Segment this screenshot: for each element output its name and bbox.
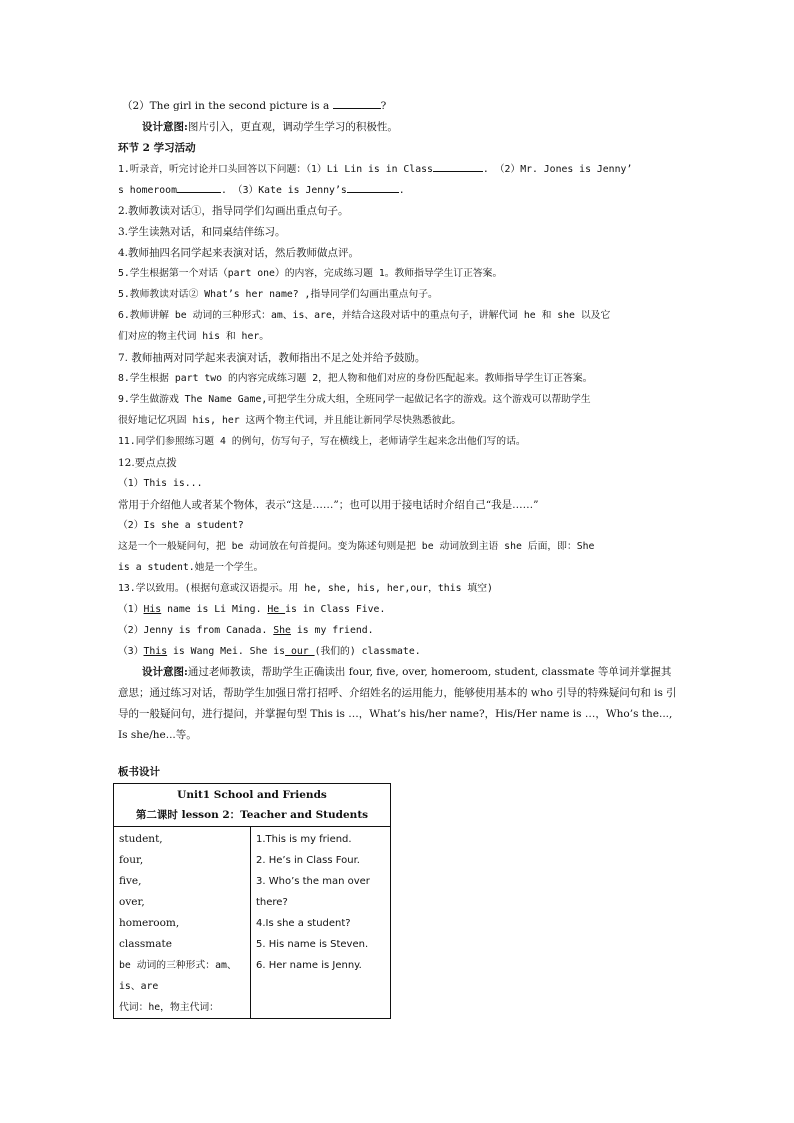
exercise-text: (我们的) classmate. (314, 646, 421, 657)
design-intent-text: 图片引入，更直观，调动学生学习的积极性。 (187, 121, 398, 133)
answer-blank (433, 159, 483, 172)
board-vocab-cell (114, 827, 251, 1019)
board-vocab-item: over, (119, 896, 145, 908)
board-vocab-item: be 动词的三种形式：am、 (119, 960, 237, 971)
section-heading: 环节 2 学习活动 (118, 142, 196, 154)
step-2: 2.教师教读对话①，指导同学们勾画出重点句子。 (118, 205, 349, 217)
step-7: 7. 教师抽两对同学起来表演对话，教师指出不足之处并给予鼓励。 (118, 352, 426, 364)
design-intent-2 (118, 662, 678, 746)
board-vocab-item: four, (119, 854, 144, 866)
board-vocab-item: is、are (119, 981, 159, 992)
answer-blank (347, 180, 399, 193)
board-sentence: 1.This is my friend. (256, 834, 352, 845)
board-sentence: 2. He’s in Class Four. (256, 855, 360, 866)
point-2-desc-a: 这是一个一般疑问句，把 be 动词放在句首提问。变为陈述句则是把 be 动词放到主语 she 后面，即：She (118, 541, 595, 552)
step-8: 8.学生根据 part two 的内容完成练习题 2，把人物和他们对应的身份匹配起来。教师指导学生订正答案。 (118, 373, 593, 384)
exercise-text: is Wang Mei. She is (167, 646, 286, 657)
answer-blank (177, 180, 221, 193)
board-vocab-item: 代词：he，物主代词： (119, 1002, 219, 1013)
point-2-desc-b: is a student.她是一个学生。 (118, 562, 264, 573)
board-sentence: there? (256, 897, 288, 908)
design-intent-text: 通过老师教读，帮助学生正确读出 four, five, over, homeroom, student, classmate 等单词并掌握其意思；通过练习对话，帮助学生加强日常打招呼、介绍姓名的运用能力，能够使用基本的 who 引导的特殊疑问句和 is 引导的一般疑问句，进行提问，并掌握句型 This is …，What’s his/her name?，His/Her name is …，Who’s the..., Is she/he...等。 (118, 666, 677, 741)
exercise-text: name is Li Ming. (161, 604, 268, 615)
step-6-line-b: 们对应的物主代词 his 和 her。 (118, 331, 270, 342)
step-1-text-d: . （3）Kate is Jenny’s (220, 185, 347, 196)
board-sentence: 4.Is she a student? (256, 918, 351, 929)
step-1-text-a: 1.听录音，听完讨论并口头回答以下问题：（1）Li Lin is in Class (118, 164, 433, 175)
point-1: （1）This is... (118, 478, 203, 489)
design-intent-label: 设计意图: (142, 121, 188, 133)
step-9-line-a: 9.学生做游戏 The Name Game,可把学生分成大组，全班同学一起做记名字的游戏。这个游戏可以帮助学生 (118, 394, 591, 405)
board-sentence-cell (251, 827, 391, 1019)
step-6-line-a: 6.教师讲解 be 动词的三种形式：am、is、are，并结合这段对话中的重点句子，讲解代词 he 和 she 以及它 (118, 310, 611, 321)
step-1-text-b: . （2）Mr. Jones is Jenny’ (482, 164, 633, 175)
exercise-2 (118, 621, 678, 641)
board-sentence: 6. Her name is Jenny. (256, 960, 362, 971)
exercise-text: is in Class Five. (285, 604, 386, 615)
board-design-table (113, 783, 391, 1019)
exercise-1 (118, 600, 678, 620)
question-2-end: ? (380, 100, 387, 112)
board-sentence: 3. Who’s the man over (256, 876, 370, 887)
step-9-line-b: 很好地记忆巩固 his, her 这两个物主代词，并且能让新同学尽快熟悉彼此。 (118, 415, 462, 426)
exercise-prefix: （3） (118, 646, 144, 657)
exercise-answer: our (285, 646, 315, 657)
exercise-text: （2）Jenny is from Canada. (118, 625, 274, 636)
board-title-cell (114, 784, 391, 827)
board-design-heading: 板书设计 (118, 766, 160, 778)
exercise-3 (118, 642, 678, 662)
exercise-answer: She (273, 625, 291, 636)
board-vocab-item: five, (119, 875, 142, 887)
design-intent-1 (142, 117, 702, 137)
exercise-answer: This (143, 646, 168, 657)
step-12: 12.要点点拨 (118, 457, 177, 469)
question-2-line (122, 96, 682, 116)
board-sentence: 5. His name is Steven. (256, 939, 369, 950)
step-5b: 5.教师教读对话② What’s her name? ,指导同学们勾画出重点句子。 (118, 289, 438, 300)
board-vocab-item: student, (119, 833, 163, 845)
exercise-answer: His (143, 604, 162, 615)
exercise-answer: He (267, 604, 286, 615)
step-1-text-c: s homeroom (118, 185, 177, 196)
step-4: 4.教师抽四名同学起来表演对话，然后教师做点评。 (118, 247, 360, 259)
exercise-text: is my friend. (290, 625, 374, 636)
step-13: 13.学以致用。(根据句意或汉语提示。用 he, she, his, her,our，this 填空) (118, 583, 493, 594)
step-11: 11.同学们参照练习题 4 的例句，仿写句子，写在横线上，老师请学生起来念出他们写的话。 (118, 436, 526, 447)
step-1-line-b (118, 180, 678, 201)
exercise-prefix: （1） (118, 604, 144, 615)
step-3: 3.学生读熟对话，和同桌结伴练习。 (118, 226, 286, 238)
question-2-text: （2）The girl in the second picture is a (122, 100, 330, 112)
board-unit-title: Unit1 School and Friends (177, 789, 327, 801)
design-intent-label: 设计意图: (142, 666, 188, 678)
point-1-desc: 常用于介绍他人或者某个物体，表示“这是……”；也可以用于接电话时介绍自己“我是……” (118, 499, 539, 511)
board-vocab-item: classmate (119, 938, 172, 950)
step-5: 5.学生根据第一个对话（part one）的内容，完成练习题 1。教师指导学生订正答案。 (118, 268, 503, 279)
step-1-text-e: . (398, 185, 405, 196)
answer-blank (333, 96, 381, 109)
board-lesson-title: 第二课时 lesson 2：Teacher and Students (135, 809, 369, 821)
point-2: （2）Is she a student? (118, 520, 244, 531)
step-1-line-a (118, 159, 678, 180)
board-vocab-item: homeroom, (119, 917, 180, 929)
